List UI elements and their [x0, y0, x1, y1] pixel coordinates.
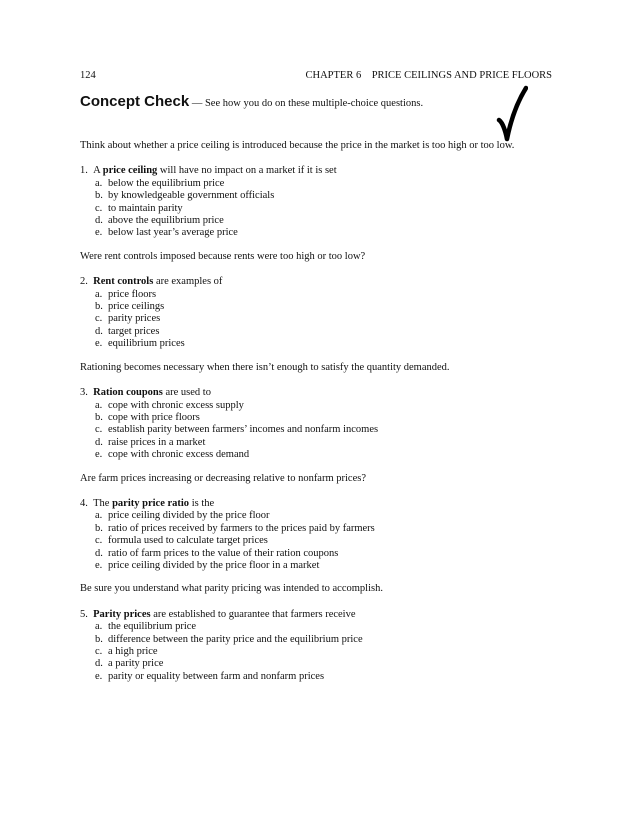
- option-text: ratio of farm prices to the value of their ration coupons: [108, 547, 339, 559]
- answer-option: [95, 560, 578, 572]
- option-text: price ceiling divided by the price floor in a market: [108, 559, 320, 571]
- question-suffix: is the: [189, 497, 215, 509]
- question-prefix: A: [93, 165, 103, 177]
- option-letter: a.: [95, 399, 103, 411]
- option-text: ratio of prices received by farmers to the prices paid by farmers: [108, 522, 375, 534]
- answer-option: [95, 313, 578, 325]
- answer-options: [80, 289, 578, 351]
- question-key-term: parity price ratio: [112, 497, 190, 509]
- option-text: establish parity between farmers’ incomes and nonfarm incomes: [108, 424, 379, 436]
- option-text: by knowledgeable government officials: [108, 190, 275, 202]
- checkmark-icon: [496, 84, 528, 144]
- answer-option: [95, 535, 578, 547]
- option-letter: d.: [95, 658, 103, 670]
- answer-option: [95, 326, 578, 338]
- option-text: cope with chronic excess supply: [108, 399, 244, 411]
- answer-option: [95, 289, 578, 301]
- concept-check-title: Concept Check: [80, 93, 190, 110]
- question-key-term: Parity prices: [93, 608, 151, 620]
- question-number: 1.: [80, 165, 88, 177]
- option-letter: a.: [95, 177, 103, 189]
- option-letter: e.: [95, 449, 103, 461]
- answer-option: [95, 424, 578, 436]
- option-letter: c.: [95, 202, 103, 214]
- answer-option: [95, 548, 578, 560]
- question-hint: Are farm prices increasing or decreasing relative to nonfarm prices?: [80, 472, 366, 484]
- option-text: target prices: [108, 325, 160, 337]
- question-key-term: Rent controls: [93, 276, 154, 288]
- option-letter: b.: [95, 301, 103, 313]
- option-text: parity or equality between farm and nonfarm prices: [108, 670, 325, 682]
- question-item: [80, 387, 578, 461]
- answer-options: [80, 400, 578, 462]
- answer-option: [95, 646, 578, 658]
- page-header: [80, 70, 552, 81]
- question-list: [80, 140, 578, 694]
- question-item: [80, 498, 578, 572]
- option-text: below the equilibrium price: [108, 177, 225, 189]
- concept-check-heading: [80, 93, 423, 111]
- option-text: cope with price floors: [108, 411, 200, 423]
- option-letter: b.: [95, 633, 103, 645]
- answer-option: [95, 190, 578, 202]
- option-letter: e.: [95, 559, 103, 571]
- question-item: [80, 276, 578, 350]
- option-text: price ceilings: [108, 301, 165, 313]
- question-stem: [80, 387, 578, 399]
- chapter-heading: [306, 70, 553, 81]
- option-letter: a.: [95, 510, 103, 522]
- answer-option: [95, 437, 578, 449]
- option-letter: c.: [95, 535, 103, 547]
- option-text: the equilibrium price: [108, 621, 197, 633]
- page-number: 124: [80, 70, 96, 81]
- option-text: difference between the parity price and the equilibrium price: [108, 633, 363, 645]
- answer-option: [95, 178, 578, 190]
- option-text: price ceiling divided by the price floor: [108, 510, 270, 522]
- option-letter: d.: [95, 215, 103, 227]
- option-letter: e.: [95, 227, 103, 239]
- question-stem: [80, 609, 578, 621]
- option-text: a parity price: [108, 658, 164, 670]
- option-letter: d.: [95, 547, 103, 559]
- question-key-term: price ceiling: [102, 165, 158, 177]
- question-suffix: will have no impact on a market if it is set: [157, 165, 337, 177]
- option-text: parity prices: [108, 313, 161, 325]
- option-letter: d.: [95, 325, 103, 337]
- concept-check-subtitle: — See how you do on these multiple-choice questions.: [189, 98, 424, 109]
- question-suffix: are used to: [162, 387, 211, 399]
- option-letter: b.: [95, 522, 103, 534]
- option-letter: c.: [95, 646, 103, 657]
- option-text: formula used to calculate target prices: [108, 535, 268, 547]
- option-text: to maintain parity: [108, 202, 183, 214]
- option-letter: e.: [95, 670, 103, 682]
- answer-option: [95, 621, 578, 633]
- answer-option: [95, 449, 578, 461]
- question-stem: [80, 498, 578, 510]
- option-text: below last year’s average price: [108, 227, 238, 239]
- answer-options: [80, 621, 578, 683]
- answer-option: [95, 658, 578, 670]
- answer-option: [95, 523, 578, 535]
- question-hint: Were rent controls imposed because rents were too high or too low?: [80, 250, 366, 262]
- chapter-title: PRICE CEILINGS AND PRICE FLOORS: [371, 70, 552, 81]
- question-suffix: are established to guarantee that farmers receive: [150, 608, 356, 620]
- option-letter: a.: [95, 621, 103, 633]
- answer-option: [95, 301, 578, 313]
- answer-options: [80, 510, 578, 572]
- option-text: a high price: [108, 646, 158, 657]
- question-hint: Rationing becomes necessary when there isn’t enough to satisfy the quantity demanded.: [80, 361, 450, 373]
- question-number: 2.: [80, 276, 88, 288]
- answer-option: [95, 203, 578, 215]
- option-letter: b.: [95, 411, 103, 423]
- option-letter: c.: [95, 424, 103, 436]
- answer-option: [95, 227, 578, 239]
- answer-option: [95, 412, 578, 424]
- option-text: cope with chronic excess demand: [108, 449, 250, 461]
- answer-option: [95, 400, 578, 412]
- option-letter: e.: [95, 338, 103, 350]
- question-number: 5.: [80, 608, 88, 620]
- question-key-term: Ration coupons: [93, 387, 163, 399]
- chapter-label: CHAPTER 6: [305, 70, 362, 81]
- option-text: above the equilibrium price: [108, 215, 224, 227]
- question-prefix: The: [93, 497, 113, 509]
- option-text: raise prices in a market: [108, 436, 206, 448]
- question-number: 4.: [80, 497, 88, 509]
- option-letter: a.: [95, 288, 103, 300]
- question-item: [80, 165, 578, 239]
- answer-option: [95, 215, 578, 227]
- option-letter: d.: [95, 436, 103, 448]
- question-hint: Be sure you understand what parity pricing was intended to accomplish.: [80, 583, 383, 595]
- answer-option: [95, 510, 578, 522]
- question-item: [80, 609, 578, 683]
- question-stem: [80, 165, 578, 177]
- option-text: equilibrium prices: [108, 338, 185, 350]
- question-stem: [80, 276, 578, 288]
- option-letter: b.: [95, 190, 103, 202]
- option-letter: c.: [95, 313, 103, 325]
- answer-options: [80, 178, 578, 240]
- answer-option: [95, 634, 578, 646]
- question-number: 3.: [80, 387, 88, 399]
- question-suffix: are examples of: [153, 276, 223, 288]
- question-hint: Think about whether a price ceiling is introduced because the price in the market is too high or too low.: [80, 140, 515, 151]
- answer-option: [95, 671, 578, 683]
- answer-option: [95, 338, 578, 350]
- option-text: price floors: [108, 288, 157, 300]
